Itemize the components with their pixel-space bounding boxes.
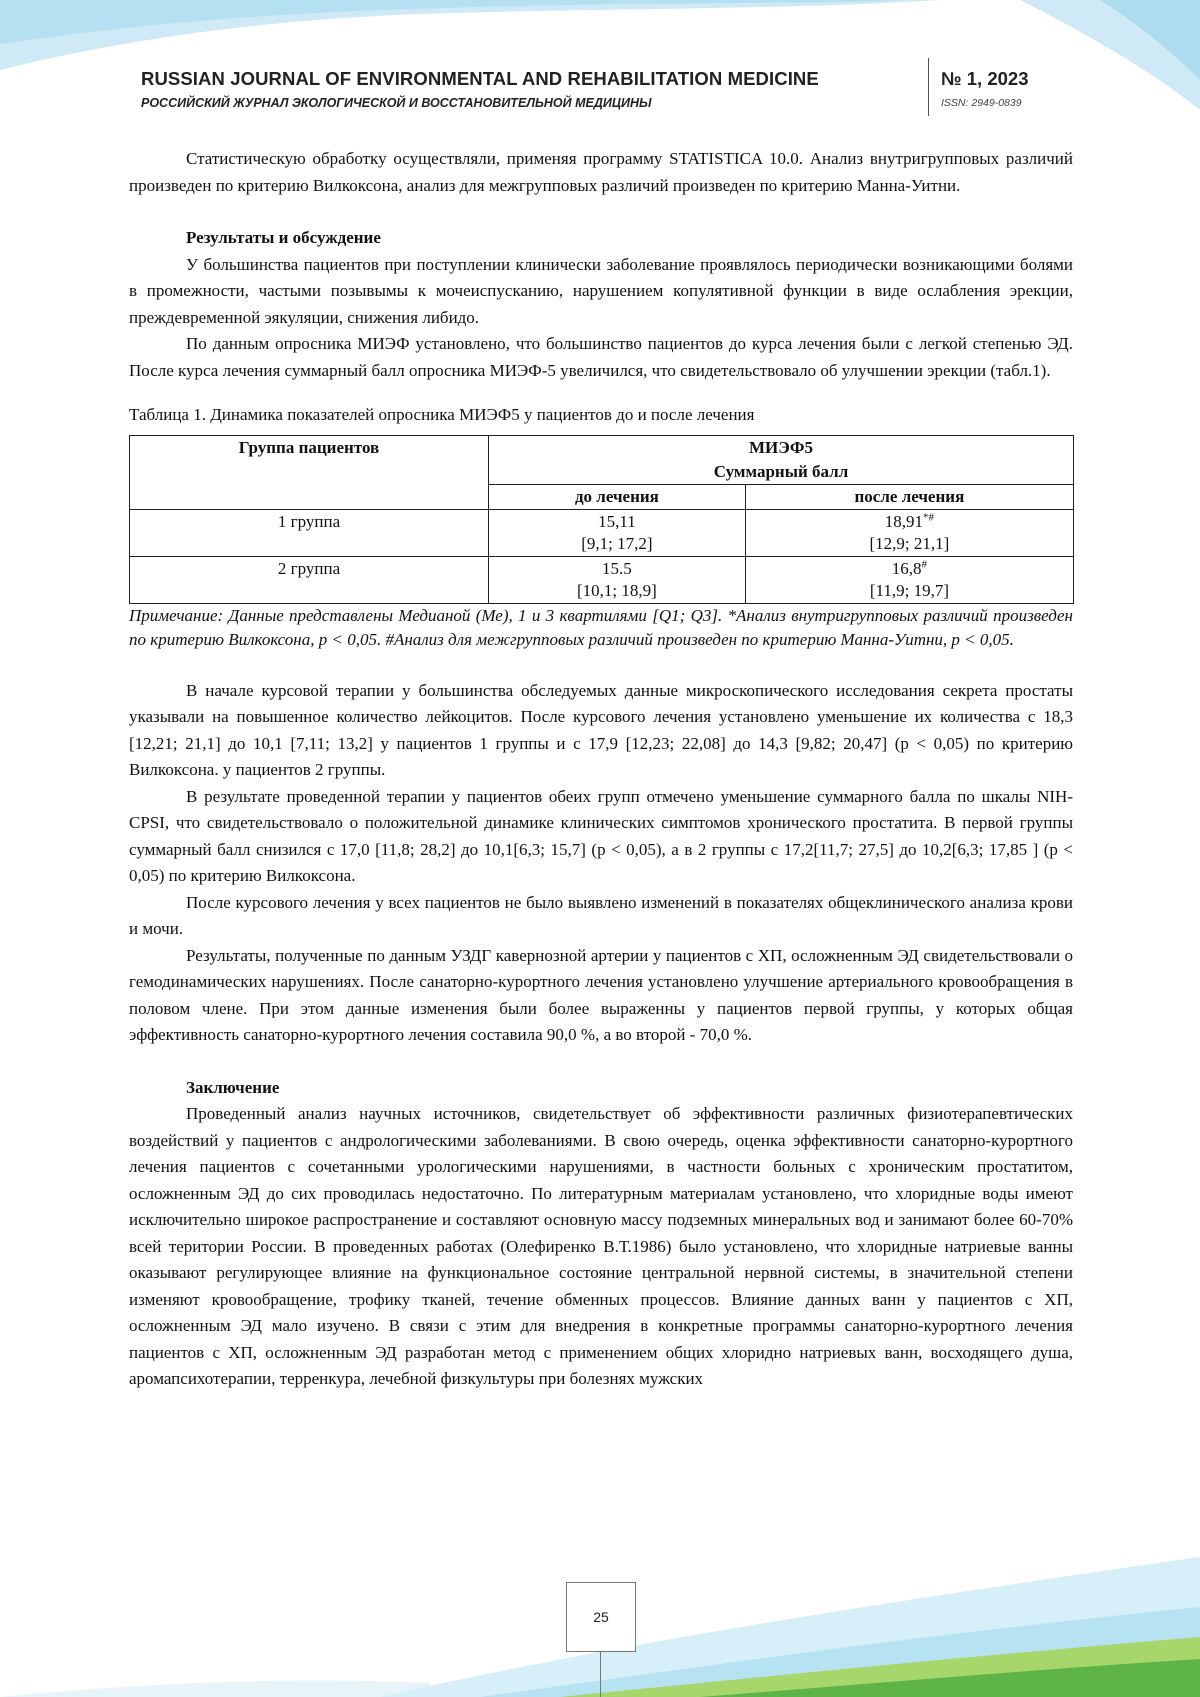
after-median: 16,8	[891, 558, 922, 578]
before-median: 15.5	[602, 558, 632, 578]
significance-mark: #	[921, 557, 928, 570]
table-caption: Таблица 1. Динамика показателей опросника МИЭФ5 у пациентов до и после лечения	[129, 405, 755, 424]
table-cell-before	[489, 509, 746, 556]
table-cell-after	[745, 509, 1073, 556]
paragraph-blood-analysis: После курсового лечения у всех пациентов не было выявлено изменений в показателях общеклинического анализа крови и мочи.	[129, 892, 1073, 938]
after-iqr: [12,9; 21,1]	[869, 533, 950, 553]
table-header-mief-sub: Суммарный балл	[489, 460, 1074, 485]
table-cell-before	[489, 556, 746, 603]
paragraph-ultrasound: Результаты, полученные по данным УЗДГ кавернозной артерии у пациентов с ХП, осложненным ЭД свидетельствовали о гемодинамических нарушениях. После санаторно-курортного лечения установлено улучшение артериального кровообращения в половом члене. При этом данные изменения были более выраженны у пациентов первой группы, у которых общая эффективность санаторно-курортного лечения составила 90,0 %, а во второй - 70,0 %.	[129, 945, 1073, 1044]
journal-title-ru: РОССИЙСКИЙ ЖУРНАЛ ЭКОЛОГИЧЕСКОЙ И ВОССТАНОВИТЕЛЬНОЙ МЕДИЦИНЫ	[141, 96, 652, 110]
page-number-box	[566, 1582, 636, 1652]
table-header-mief: МИЭФ5	[489, 435, 1074, 460]
table-cell-group: 1 группа	[130, 509, 489, 556]
journal-title-en: RUSSIAN JOURNAL OF ENVIRONMENTAL AND REHABILITATION MEDICINE	[141, 68, 819, 89]
after-median: 18,91	[884, 511, 924, 531]
after-iqr: [11,9; 19,7]	[869, 580, 949, 600]
before-iqr: [9,1; 17,2]	[581, 533, 653, 553]
paragraph-results-2: По данным опросника МИЭФ установлено, что большинство пациентов до курса лечения были с легкой степенью ЭД. После курса лечения суммарный балл опросника МИЭФ-5 увеличился, что свидетельствовало об улучшении эрекции (табл.1).	[129, 334, 1073, 380]
paragraph-statistics: Статистическую обработку осуществляли, применяя программу STATISTICA 10.0. Анализ внутригрупповых различий произведен по критерию Вилкоксона, анализ для межгрупповых различий произведен по критерию Манна-Уитни.	[129, 149, 1073, 195]
paragraph-microscopy: В начале курсовой терапии у большинства обследуемых данные микроскопического исследования секрета простаты указывали на повышенное количество лейкоцитов. После курсового лечения установлено уменьшение их количества с 18,3 [12,21; 21,1] до 10,1 [7,11; 13,2] у пациентов 1 группы и с 17,9 [12,23; 22,08] до 14,3 [9,82; 20,47] (р < 0,05) по критерию Вилкоксона. у пациентов 2 группы.	[129, 680, 1073, 779]
table-note: Примечание: Данные представлены Медианой (Ме), 1 и 3 квартилями [Q1; Q3]. *Анализ внутригрупповых различий произведен по критерию Вилкоксона, p < 0,05. #Анализ для межгрупповых различий произведен по критерию Манна-Уитни, p < 0,05.	[129, 605, 1073, 649]
table-cell-group: 2 группа	[130, 556, 489, 603]
mief-table	[129, 435, 1074, 604]
paragraph-results-1: У большинства пациентов при поступлении клинически заболевание проявлялось периодически возникающими болями в промежности, частыми позывымы к мочеиспусканию, нарушением копулятивной функции в виде ослабления эрекции, преждевременной эякуляции, снижения либидо.	[129, 254, 1073, 327]
journal-header	[141, 68, 1141, 128]
table-row	[130, 556, 1074, 603]
significance-mark: *#	[923, 510, 935, 523]
table-header-group: Группа пациентов	[130, 435, 489, 509]
before-iqr: [10,1; 18,9]	[577, 580, 657, 600]
section-heading-results: Результаты и обсуждение	[186, 228, 381, 247]
table-header-before: до лечения	[489, 484, 746, 509]
table-cell-after	[745, 556, 1073, 603]
issn: ISSN: 2949-0839	[941, 97, 1022, 109]
before-median: 15,11	[598, 511, 636, 531]
header-divider	[928, 58, 929, 116]
page-number-line	[600, 1651, 601, 1697]
section-heading-conclusion: Заключение	[186, 1077, 280, 1097]
article-body	[129, 146, 1073, 1393]
table-row	[130, 509, 1074, 556]
paragraph-nih-cpsi: В результате проведенной терапии у пациентов обеих групп отмечено уменьшение суммарного балла по шкалы NIH-CPSI, что свидетельствовало о положительной динамике клинических симптомов хронического простатита. В первой группы суммарный балл снизился с 17,0 [11,8; 28,2] до 10,1[6,3; 15,7] (р < 0,05), а в 2 группы с 17,2[11,7; 27,5] до 10,2[6,3; 17,85 ] (р < 0,05) по критерию Вилкоксона.	[129, 786, 1073, 885]
table-header-after: после лечения	[745, 484, 1073, 509]
paragraph-conclusion: Проведенный анализ научных источников, свидетельствует об эффективности различных физиотерапевтических воздействий у пациентов с андрологическими заболеваниями. В свою очередь, оценка эффективности санаторно-курортного лечения пациентов с сочетанными урологическими нарушениями, в частности больных с хроническим простатитом, осложненным ЭД до сих проводилась недостаточно. По литературным материалам установлено, что хлоридные воды имеют исключительно широкое распространение и составляют основную массу подземных минеральных вод и занимают более 60-70% всей територии России. В проведенных работах (Олефиренко В.Т.1986) было установлено, что хлоридные натриевые ванны оказывают регулирующее влияние на функциональное состояние центральной нервной системы, в значительной степени изменяют кровообращение, трофику тканей, течение обменных процессов. Влияние данных ванн у пациентов с ХП, осложненным ЭД мало изучено. В связи с этим для внедрения в конкретные программы санаторно-курортного лечения пациентов с ХП, осложненным ЭД разработан метод с применением общих хлоридно натриевых ванн, восходящего душа, аромапсихотерапии, терренкура, лечебной физкультуры при болезнях мужских	[129, 1104, 1073, 1388]
page-number: 25	[593, 1609, 609, 1625]
issue-number: № 1, 2023	[941, 68, 1029, 89]
